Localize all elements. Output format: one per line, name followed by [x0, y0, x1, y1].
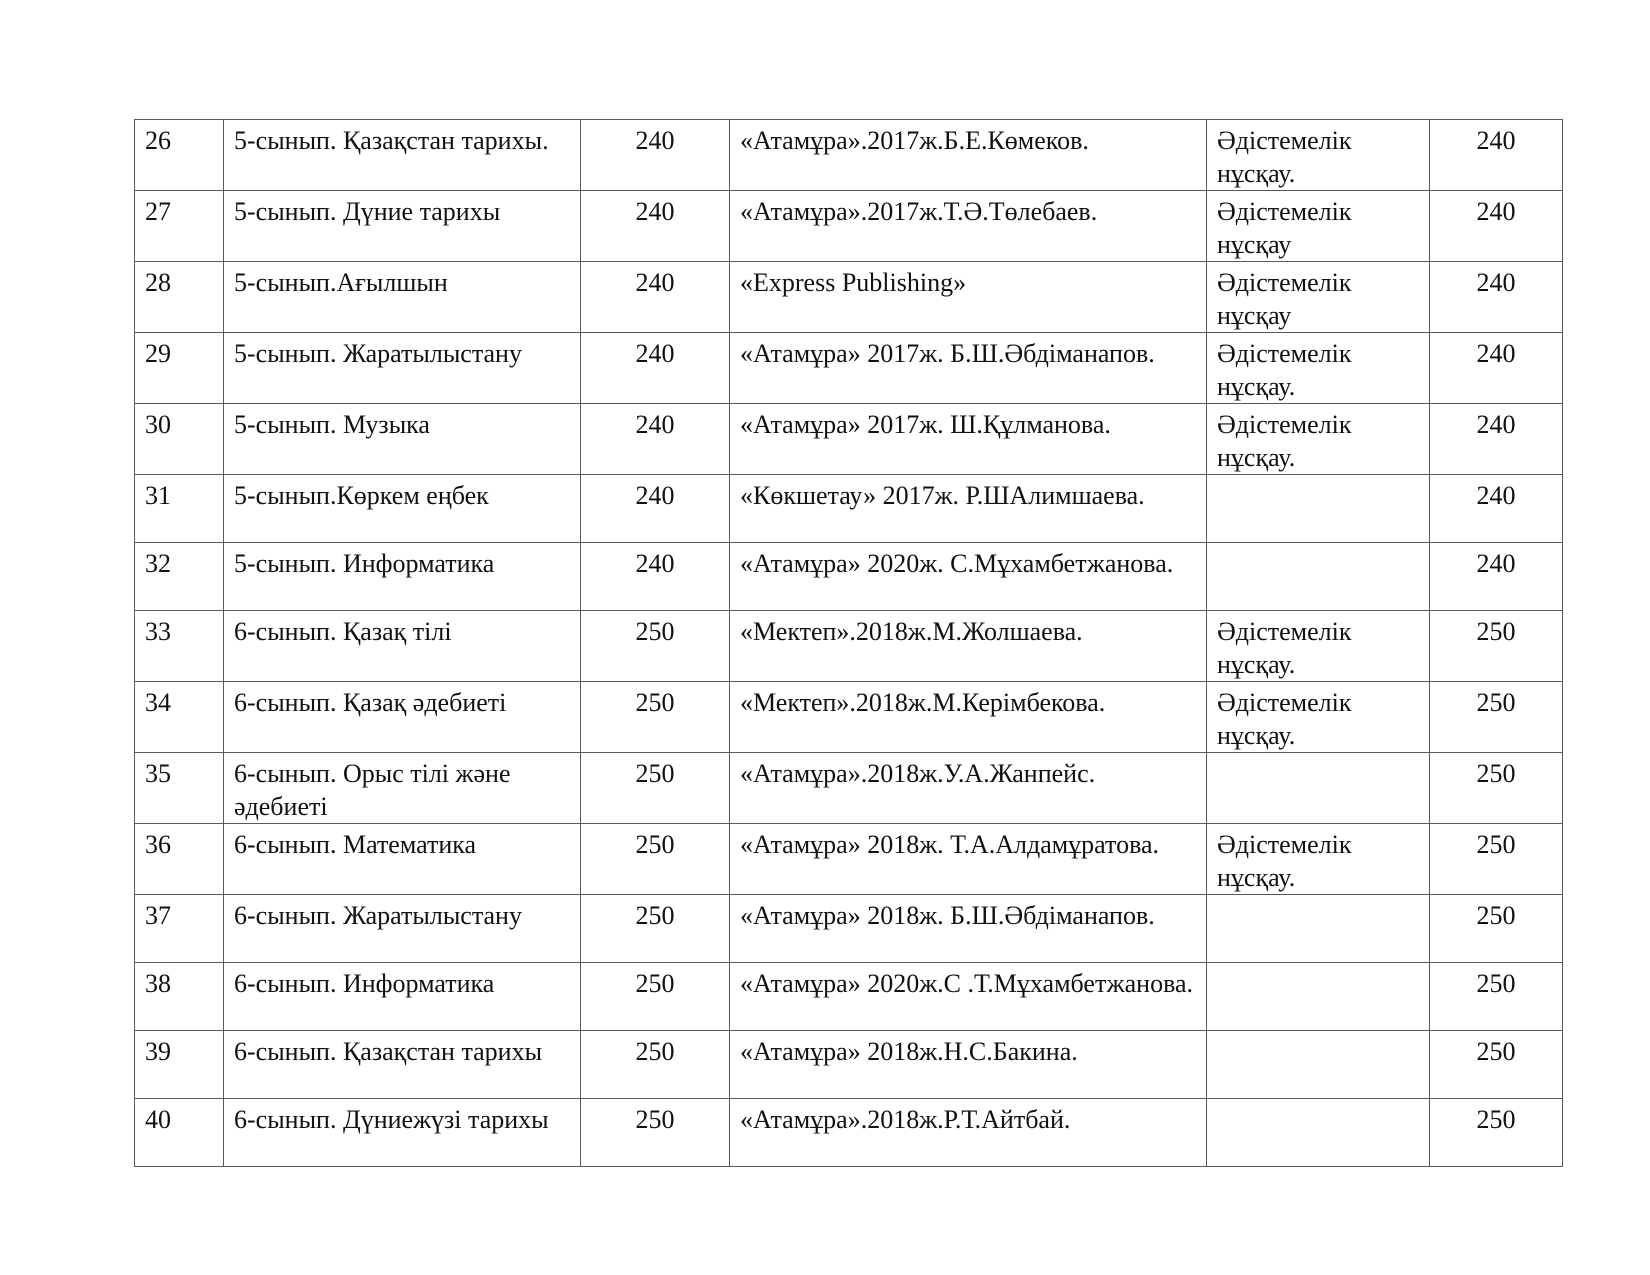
subject-cell: 6-сынып. Информатика [224, 963, 581, 1031]
method-guide-cell: Әдістемелік нұсқау. [1207, 120, 1430, 191]
table-row [135, 611, 1563, 682]
method-guide-cell [1207, 543, 1430, 611]
total-cell: 250 [1430, 682, 1563, 753]
total-cell: 240 [1430, 543, 1563, 611]
method-guide-cell: Әдістемелік нұсқау. [1207, 824, 1430, 895]
total-cell: 250 [1430, 895, 1563, 963]
subject-cell: 6-сынып. Қазақстан тарихы [224, 1031, 581, 1099]
total-cell: 250 [1430, 824, 1563, 895]
method-guide-cell [1207, 895, 1430, 963]
total-cell: 240 [1430, 404, 1563, 475]
total-cell: 240 [1430, 333, 1563, 404]
publisher-cell: «Атамұра».2018ж.У.А.Жанпейс. [730, 753, 1207, 824]
table-row [135, 682, 1563, 753]
publisher-cell: «Мектеп».2018ж.М.Керімбекова. [730, 682, 1207, 753]
total-cell: 240 [1430, 120, 1563, 191]
publisher-cell: «Атамұра» 2020ж. С.Мұхамбетжанова. [730, 543, 1207, 611]
total-cell: 240 [1430, 191, 1563, 262]
method-guide-cell [1207, 1031, 1430, 1099]
subject-cell: 5-сынып.Көркем еңбек [224, 475, 581, 543]
subject-cell: 5-сынып. Қазақстан тарихы. [224, 120, 581, 191]
row-number: 29 [135, 333, 224, 404]
count-cell: 240 [581, 191, 730, 262]
row-number: 34 [135, 682, 224, 753]
count-cell: 250 [581, 1031, 730, 1099]
row-number: 28 [135, 262, 224, 333]
row-number: 38 [135, 963, 224, 1031]
publisher-cell: «Көкшетау» 2017ж. Р.ШАлимшаева. [730, 475, 1207, 543]
row-number: 31 [135, 475, 224, 543]
subject-cell: 6-сынып. Қазақ әдебиеті [224, 682, 581, 753]
row-number: 37 [135, 895, 224, 963]
method-guide-cell: Әдістемелік нұсқау [1207, 262, 1430, 333]
count-cell: 250 [581, 753, 730, 824]
method-guide-cell [1207, 753, 1430, 824]
table-row [135, 404, 1563, 475]
publisher-cell: «Атамұра» 2020ж.С .Т.Мұхамбетжанова. [730, 963, 1207, 1031]
method-guide-cell: Әдістемелік нұсқау. [1207, 611, 1430, 682]
subject-cell: 6-сынып. Математика [224, 824, 581, 895]
count-cell: 240 [581, 543, 730, 611]
count-cell: 240 [581, 333, 730, 404]
method-guide-cell: Әдістемелік нұсқау [1207, 191, 1430, 262]
total-cell: 250 [1430, 611, 1563, 682]
table-row [135, 543, 1563, 611]
subject-cell: 5-сынып. Музыка [224, 404, 581, 475]
table-row [135, 1099, 1563, 1167]
table-row [135, 120, 1563, 191]
subject-cell: 6-сынып. Дүниежүзі тарихы [224, 1099, 581, 1167]
row-number: 32 [135, 543, 224, 611]
row-number: 27 [135, 191, 224, 262]
subject-cell: 5-сынып. Жаратылыстану [224, 333, 581, 404]
row-number: 36 [135, 824, 224, 895]
count-cell: 240 [581, 120, 730, 191]
method-guide-cell: Әдістемелік нұсқау. [1207, 404, 1430, 475]
table-row [135, 333, 1563, 404]
count-cell: 240 [581, 262, 730, 333]
count-cell: 250 [581, 895, 730, 963]
row-number: 39 [135, 1031, 224, 1099]
count-cell: 250 [581, 824, 730, 895]
publisher-cell: «Мектеп».2018ж.М.Жолшаева. [730, 611, 1207, 682]
textbook-table [134, 119, 1563, 1167]
total-cell: 250 [1430, 1031, 1563, 1099]
row-number: 40 [135, 1099, 224, 1167]
table-row [135, 1031, 1563, 1099]
count-cell: 250 [581, 1099, 730, 1167]
publisher-cell: «Атамұра» 2018ж.Н.С.Бакина. [730, 1031, 1207, 1099]
publisher-cell: «Express Publishing» [730, 262, 1207, 333]
publisher-cell: «Атамұра».2018ж.Р.Т.Айтбай. [730, 1099, 1207, 1167]
subject-cell: 5-сынып. Информатика [224, 543, 581, 611]
count-cell: 240 [581, 404, 730, 475]
method-guide-cell [1207, 1099, 1430, 1167]
table-row [135, 753, 1563, 824]
publisher-cell: «Атамұра».2017ж.Т.Ә.Төлебаев. [730, 191, 1207, 262]
subject-cell: 5-сынып.Ағылшын [224, 262, 581, 333]
row-number: 30 [135, 404, 224, 475]
publisher-cell: «Атамұра» 2018ж. Т.А.Алдамұратова. [730, 824, 1207, 895]
subject-cell: 6-сынып. Жаратылыстану [224, 895, 581, 963]
count-cell: 250 [581, 682, 730, 753]
count-cell: 240 [581, 475, 730, 543]
method-guide-cell [1207, 963, 1430, 1031]
row-number: 33 [135, 611, 224, 682]
count-cell: 250 [581, 611, 730, 682]
table-row [135, 262, 1563, 333]
total-cell: 250 [1430, 1099, 1563, 1167]
table-row [135, 475, 1563, 543]
count-cell: 250 [581, 963, 730, 1031]
row-number: 35 [135, 753, 224, 824]
total-cell: 250 [1430, 963, 1563, 1031]
publisher-cell: «Атамұра» 2017ж. Б.Ш.Әбдіманапов. [730, 333, 1207, 404]
method-guide-cell [1207, 475, 1430, 543]
table-row [135, 824, 1563, 895]
subject-cell: 6-сынып. Қазақ тілі [224, 611, 581, 682]
publisher-cell: «Атамұра» 2018ж. Б.Ш.Әбдіманапов. [730, 895, 1207, 963]
total-cell: 240 [1430, 262, 1563, 333]
table-body [135, 120, 1563, 1167]
table-row [135, 191, 1563, 262]
row-number: 26 [135, 120, 224, 191]
method-guide-cell: Әдістемелік нұсқау. [1207, 682, 1430, 753]
subject-cell: 6-сынып. Орыс тілі және әдебиеті [224, 753, 581, 824]
table-row [135, 963, 1563, 1031]
total-cell: 250 [1430, 753, 1563, 824]
subject-cell: 5-сынып. Дүние тарихы [224, 191, 581, 262]
total-cell: 240 [1430, 475, 1563, 543]
method-guide-cell: Әдістемелік нұсқау. [1207, 333, 1430, 404]
publisher-cell: «Атамұра» 2017ж. Ш.Құлманова. [730, 404, 1207, 475]
publisher-cell: «Атамұра».2017ж.Б.Е.Көмеков. [730, 120, 1207, 191]
table-row [135, 895, 1563, 963]
